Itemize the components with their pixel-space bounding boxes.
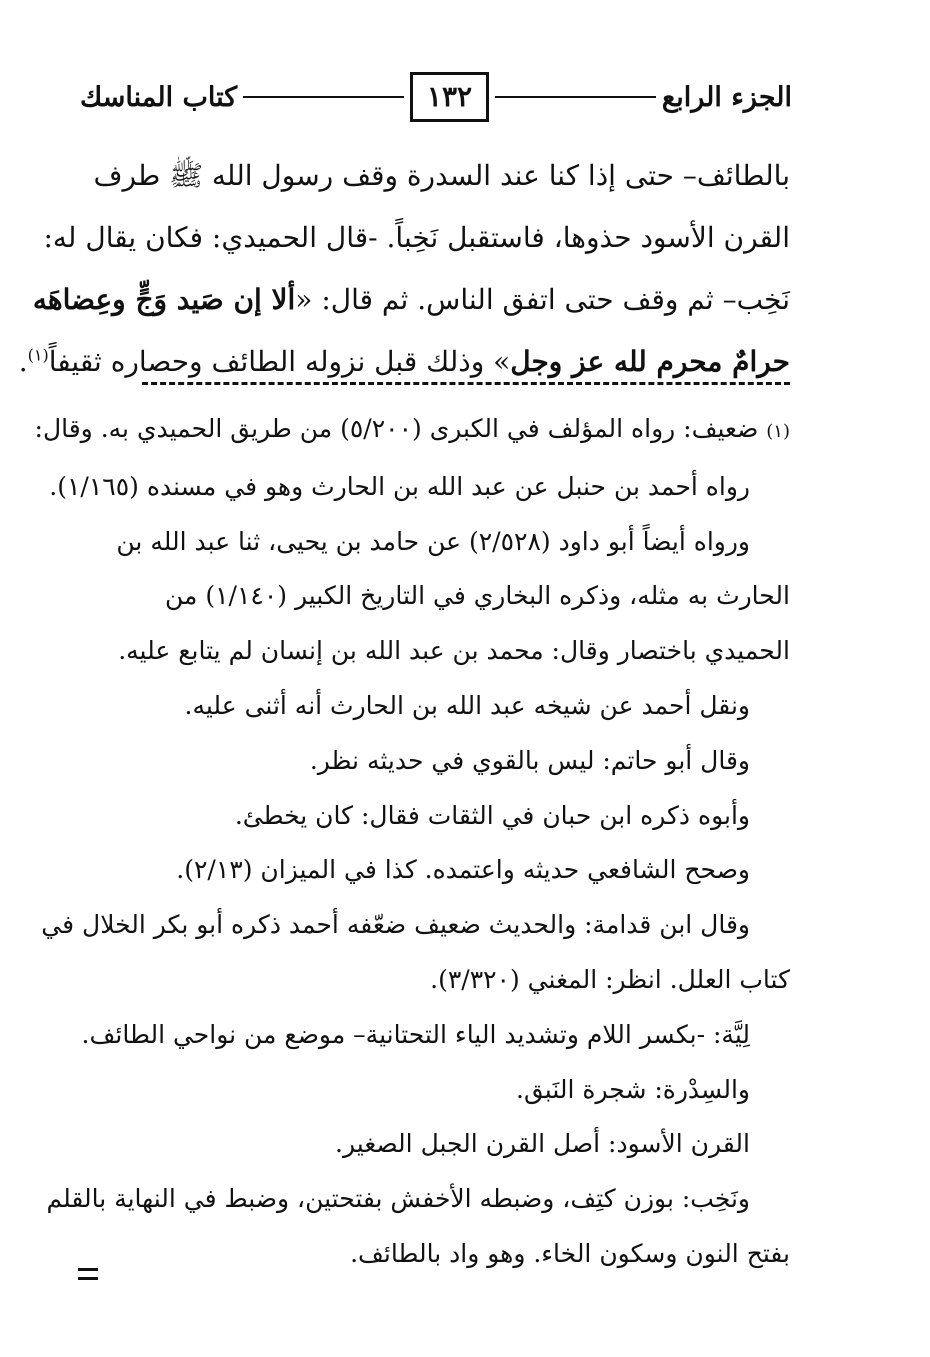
main-line: حرامٌ محرم لله عز وجل» وذلك قبل نزوله الطائف وحصاره ثقيفاً$^{(١)}$. [18,345,790,378]
end-mark [78,1268,98,1280]
main-line: بالطائف– حتى إذا كنا عند السدرة وقف رسول الله ﷺ طرف [93,159,790,192]
page-header [80,72,792,122]
hadith-quote: حرامٌ محرم لله عز وجل [510,345,790,378]
footnote-line: الحارث به مثله، وذكره البخاري في التاريخ الكبير (١/١٤٠) من [165,581,790,611]
footnote-line: رواه أحمد بن حنبل عن عبد الله بن الحارث وهو في مسنده (١/١٦٥). [49,471,750,501]
main-line [32,269,790,331]
header-rule-left [243,96,404,98]
footnote-line: ونقل أحمد عن شيخه عبد الله بن الحارث أنه أثنى عليه. [184,690,750,720]
footnote-line: لِيَّة: -بكسر اللام وتشديد الياء التحتانية– موضع من نواحي الطائف. [81,1019,750,1049]
main-line: القرن الأسود حذوها، فاستقبل نَخِباً. -قال الحميدي: فكان يقال له: [43,221,790,254]
main-line-part: » وذلك قبل نزوله الطائف وحصاره ثقيفاً [48,345,511,378]
footnote-line: الحميدي باختصار وقال: محمد بن عبد الله بن إنسان لم يتابع عليه. [118,636,790,666]
footnote-line: وقال أبو حاتم: ليس بالقوي في حديثه نظر. [309,745,750,775]
part-title: الجزء الرابع [661,81,792,113]
footnote-line [34,402,790,460]
footnote-text: ضعيف: رواه المؤلف في الكبرى (٥/٢٠٠) من طريق الحميدي به. وقال: [34,414,759,443]
footnote-reference: (١) [27,345,49,365]
footnote-divider [142,382,790,385]
footnote-line: وأبوه ذكره ابن حبان في الثقات فقال: كان يخطئ. [234,800,750,830]
footnote-line: بفتح النون وسكون الخاء. وهو واد بالطائف. [350,1238,790,1268]
footnote-number: (١) [766,421,790,442]
footnote-line: والسِدْرة: شجرة النَبق. [516,1074,750,1104]
footnote-line: ونَخِب: بوزن كتِف، وضبطه الأخفش بفتحتين، وضبط في النهاية بالقلم [46,1184,750,1214]
hadith-quote: ألا إن صَيد وَجٍّ وعِضاهَه [32,283,296,316]
footnote-line: وصحح الشافعي حديثه واعتمده. كذا في الميزان (٢/١٣). [176,855,750,885]
footnote-line: وقال ابن قدامة: والحديث ضعيف ضعّفه أحمد ذكره أبو بكر الخلال في [41,910,750,940]
page-number: ١٣٢ [410,72,489,122]
footnote-line: كتاب العلل. انظر: المغني (٣/٣٢٠). [430,964,790,994]
main-line-part: نَخِب– ثم وقف حتى اتفق الناس. ثم قال: « [295,283,790,316]
footnotes [34,402,790,1282]
book-title: كتاب المناسك [80,81,238,113]
header-rule-right [495,96,656,98]
footnote-line: القرن الأسود: أصل القرن الجبل الصغير. [335,1129,750,1159]
footnote-line: ورواه أيضاً أبو داود (٢/٥٢٨) عن حامد بن يحيى، ثنا عبد الله بن [116,526,750,556]
main-text [18,145,790,393]
